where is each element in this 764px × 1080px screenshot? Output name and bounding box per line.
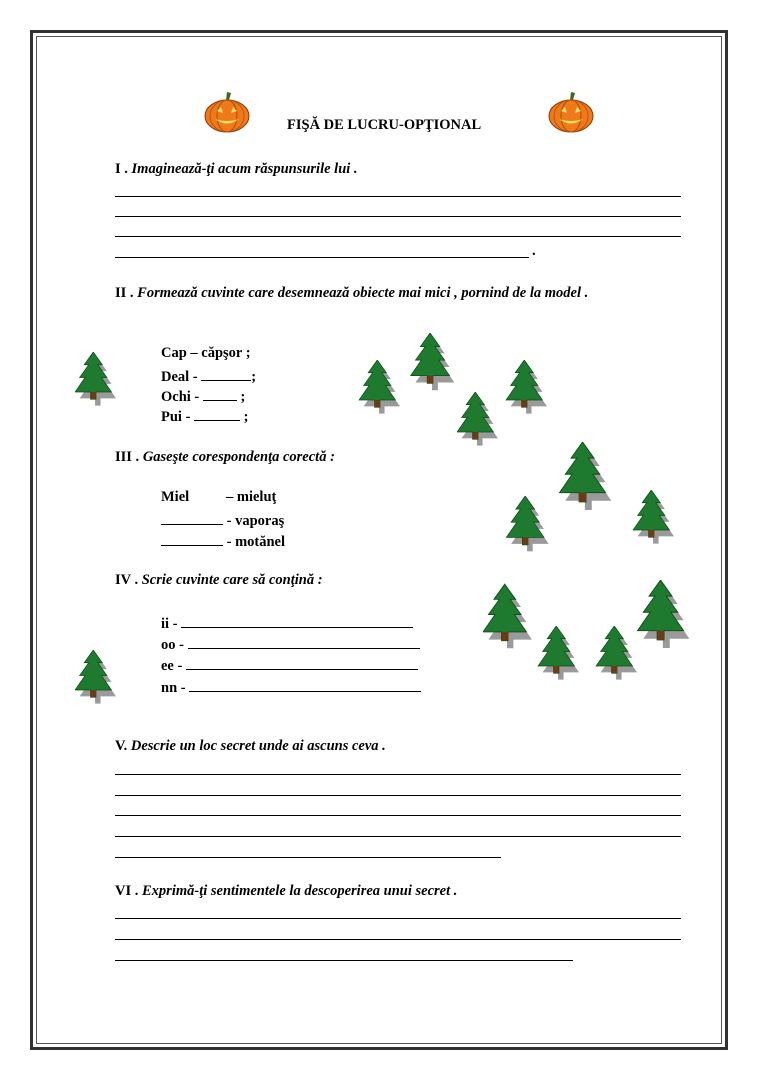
section-3-example-left: Miel (161, 489, 190, 505)
section-1-number: I . (115, 161, 128, 177)
tree-icon (75, 650, 117, 710)
answer-line[interactable] (115, 236, 681, 237)
section-4-item: ee - (161, 655, 418, 675)
answer-line[interactable] (115, 795, 681, 796)
blank-field[interactable] (203, 386, 237, 401)
pumpkin-icon (546, 90, 596, 134)
tree-icon (552, 442, 620, 518)
section-4-item: nn - (161, 677, 421, 697)
section-1-heading (115, 161, 358, 178)
tree-icon (402, 333, 464, 397)
section-2-number: II . (115, 285, 134, 301)
section-4-heading (115, 572, 323, 589)
page-title: FIŞĂ DE LUCRU-OPŢIONAL (287, 117, 482, 133)
tree-icon (505, 496, 551, 558)
section-2-item: Cap – căpşor ; (161, 345, 251, 361)
blank-field[interactable] (189, 677, 421, 692)
section-6-text: Exprimă-ţi sentimentele la descoperirea unui secret . (142, 883, 458, 899)
answer-line[interactable] (115, 196, 681, 197)
answer-line[interactable] (115, 918, 681, 919)
section-3-heading (115, 449, 335, 466)
answer-line[interactable] (115, 939, 681, 940)
section-2-item: Deal - ; (161, 366, 256, 386)
tree-icon (75, 352, 117, 412)
section-6-number: VI . (115, 883, 139, 899)
tree-icon (537, 626, 581, 686)
section-4-number: IV . (115, 572, 139, 588)
answer-line[interactable] (115, 857, 501, 858)
section-4-item: oo - (161, 634, 420, 654)
section-5-heading (115, 738, 386, 755)
line-end-mark: . (532, 243, 536, 259)
answer-line[interactable] (115, 257, 529, 258)
section-5-number: V. (115, 738, 128, 754)
blank-field[interactable] (161, 531, 223, 546)
section-3-example-right: – mieluţ (226, 489, 277, 505)
answer-line[interactable] (115, 836, 681, 837)
section-3-item: - motănel (161, 531, 285, 551)
blank-field[interactable] (201, 366, 251, 381)
pumpkin-icon (202, 90, 252, 134)
tree-icon (633, 580, 695, 656)
section-3-item: - vaporaş (161, 510, 284, 530)
tree-icon (457, 392, 499, 452)
section-3-text: Gaseşte corespondenţa corectă : (142, 449, 335, 465)
tree-icon (632, 490, 676, 550)
section-4-text: Scrie cuvinte care să conţină : (141, 572, 323, 588)
answer-line[interactable] (115, 216, 681, 217)
section-3-number: III . (115, 449, 140, 465)
section-6-heading (115, 883, 457, 900)
answer-line[interactable] (115, 960, 573, 961)
section-2-item: Ochi - ; (161, 386, 245, 406)
blank-field[interactable] (161, 510, 223, 525)
tree-icon (505, 360, 549, 420)
blank-field[interactable] (186, 655, 418, 670)
blank-field[interactable] (188, 634, 420, 649)
section-2-heading (115, 283, 675, 304)
tree-icon (358, 360, 402, 420)
answer-line[interactable] (115, 774, 681, 775)
blank-field[interactable] (194, 406, 240, 421)
section-1-text: Imaginează-ţi acum răspunsurile lui . (131, 161, 358, 177)
tree-icon (483, 580, 533, 660)
section-2-text: Formează cuvinte care desemnează obiecte mai mici , pornind de la model . (137, 285, 589, 301)
section-2-item: Pui - ; (161, 406, 249, 426)
answer-line[interactable] (115, 815, 681, 816)
section-4-item: ii - (161, 613, 413, 633)
blank-field[interactable] (181, 613, 413, 628)
section-5-text: Descrie un loc secret unde ai ascuns ceva . (130, 738, 386, 754)
